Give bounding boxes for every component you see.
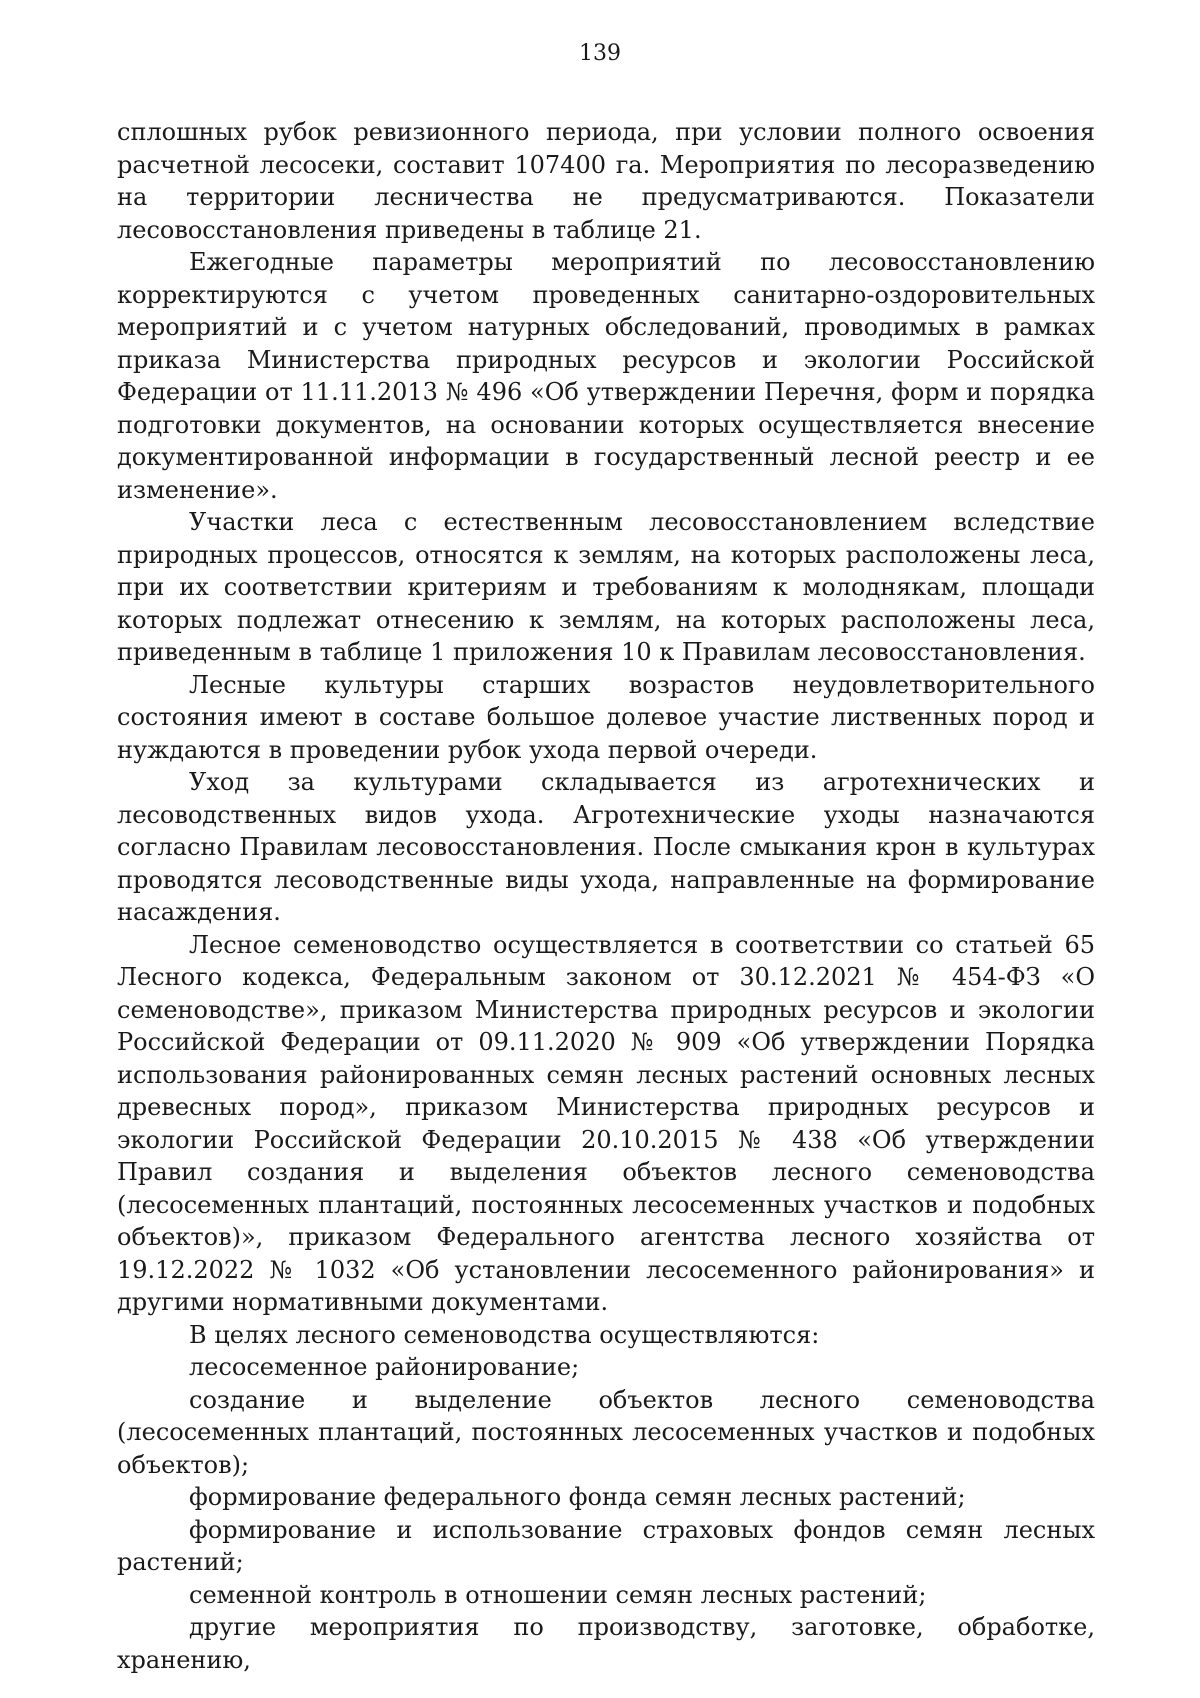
paragraph-natural-regeneration: Участки леса с естественным лесовосстановлением вследствие природных процессов, относятся к землям, на которых расположены леса, при их соответствии критериям и требованиям к молоднякам, площади которых подлежат отнесению к землям, на которых расположены леса, приведенным в таблице 1 приложения 10 к Правилам лесовосстановления. [117,508,1095,666]
paragraph-seed-production-law: Лесное семеноводство осуществляется в соответствии со статьей 65 Лесного кодекса, Федеральным законом от 30.12.2021 № 454-ФЗ «О семеноводстве», приказом Министерства природных ресурсов и экологии Российской Федерации от 09.11.2020 № 909 «Об утверждении Порядка использования районированных семян лесных растений основных лесных древесных пород», приказом Министерства природных ресурсов и экологии Российской Федерации 20.10.2015 № 438 «Об утверждении Правил создания и выделения объектов лесного семеноводства (лесосеменных плантаций, постоянных лесосеменных участков и подобных объектов)», приказом Федерального агентства лесного хозяйства от 19.12.2022 № 1032 «Об установлении лесосеменного районирования» и другими нормативными документами. [117,930,1095,1316]
paragraph-reforestation-summary: сплошных рубок ревизионного периода, при условии полного освоения расчетной лесосеки, составит 107400 га. Мероприятия по лесоразведению на территории лесничества не предусматриваются. Показатели лесовосстановления приведены в таблице 21. [117,118,1095,244]
document-body [117,116,1095,1676]
list-item: другие мероприятия по производству, заготовке, обработке, хранению, [117,1613,1095,1674]
list-item: семенной контроль в отношении семян лесных растений; [189,1580,927,1609]
list-item: лесосеменное районирование; [189,1353,580,1381]
list-item: создание и выделение объектов лесного семеноводства (лесосеменных плантаций, постоянных лесосеменных участков и подобных объектов); [117,1385,1095,1479]
paragraph-culture-care: Уход за культурами складывается из агротехнических и лесоводственных видов ухода. Агротехнические уходы назначаются согласно Правилам лесовосстановления. После смыкания крон в культурах проводятся лесоводственные виды ухода, направленные на формирование насаждения. [117,768,1095,926]
list-item: формирование и использование страховых фондов семян лесных растений; [117,1515,1095,1576]
list-item: формирование федерального фонда семян лесных растений; [189,1483,966,1511]
page-number: 139 [579,41,621,66]
paragraph-older-cultures: Лесные культуры старших возрастов неудовлетворительного состояния имеют в составе большое долевое участие лиственных пород и нуждаются в проведении рубок ухода первой очереди. [117,670,1095,764]
paragraph-seed-production-intro: В целях лесного семеноводства осуществляются: [189,1320,820,1349]
paragraph-annual-parameters: Ежегодные параметры мероприятий по лесовосстановлению корректируются с учетом проведенных санитарно-оздоровительных мероприятий и с учетом натурных обследований, проводимых в рамках приказа Министерства природных ресурсов и экологии Российской Федерации от 11.11.2013 № 496 «Об утверждении Перечня, форм и порядка подготовки документов, на основании которых осуществляется внесение документированной информации в государственный лесной реестр и ее изменение». [117,248,1095,504]
